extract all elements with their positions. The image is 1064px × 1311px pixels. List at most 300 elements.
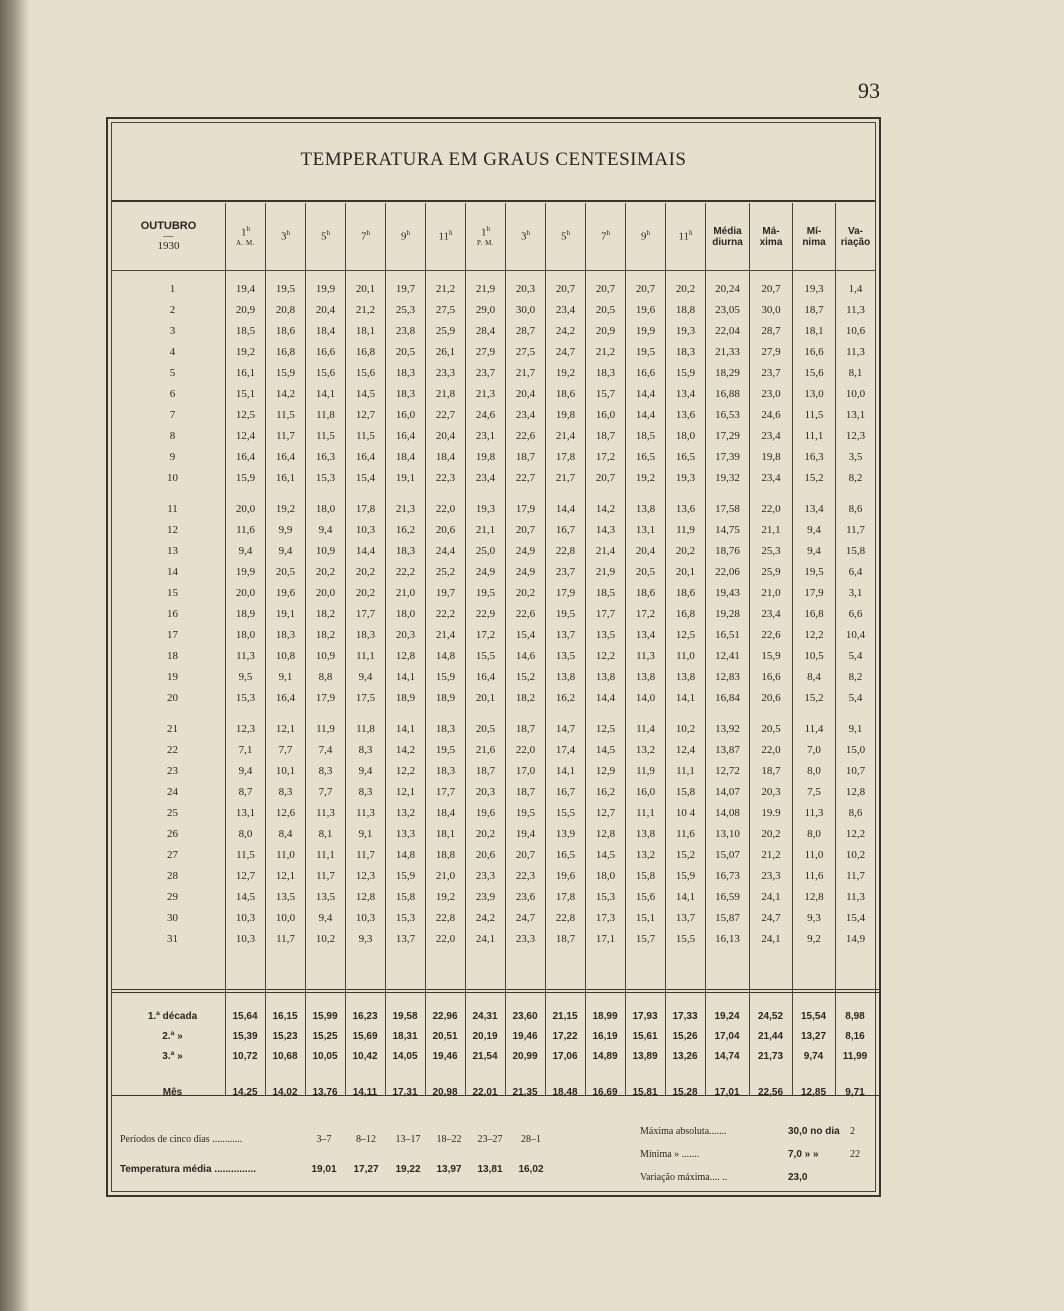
temperature-value: 18,2 <box>515 692 536 704</box>
temperature-value: 20,2 <box>675 283 696 295</box>
decade-gap <box>346 709 385 719</box>
temperature-value: 11,7 <box>846 524 865 536</box>
temperature-value: 13,8 <box>635 828 656 840</box>
temperature-value: 20,4 <box>635 545 656 557</box>
temperature-value: 11,1 <box>316 849 335 861</box>
hour-suffix: h <box>326 228 330 237</box>
temperature-value: 15,2 <box>804 472 824 484</box>
book-gutter-shadow <box>0 0 30 1311</box>
table-frame <box>106 117 881 1197</box>
temperature-value: 11,5 <box>236 849 255 861</box>
summary-value: 14,25 <box>232 1087 258 1098</box>
temperature-value: 11,3 <box>636 650 655 662</box>
month-year-dash: — <box>163 230 174 242</box>
temperature-grid <box>112 203 879 1096</box>
day-number: 25 <box>167 807 178 819</box>
hour-label: 1$^h$ <box>481 224 490 239</box>
temperature-value: 22,7 <box>515 472 536 484</box>
temperature-value: 13,5 <box>595 629 616 641</box>
summary-value: 23,60 <box>512 1011 538 1022</box>
temperature-value: 19,5 <box>555 608 576 620</box>
summary-spacer <box>505 993 545 1007</box>
decade-gap <box>226 489 265 499</box>
temperature-value: 5,4 <box>848 650 863 662</box>
summary-value: 19,46 <box>512 1031 538 1042</box>
temperature-value: 7,7 <box>278 744 293 756</box>
day-number: 1 <box>169 283 176 295</box>
decade-gap <box>586 489 625 499</box>
temperature-value: 22,0 <box>435 933 456 945</box>
column-header <box>626 203 665 271</box>
summary-header-line: Má- <box>762 225 780 237</box>
column-header <box>793 203 835 271</box>
temperature-value: 18,5 <box>235 325 256 337</box>
summary-value: 14,74 <box>714 1051 740 1062</box>
temperature-value: 26,1 <box>435 346 456 358</box>
temperature-value: 19,8 <box>475 451 496 463</box>
temperature-value: 18,3 <box>275 629 296 641</box>
temperature-value: 17,1 <box>595 933 616 945</box>
temperature-value: 20,0 <box>315 587 336 599</box>
temperature-value: 9,1 <box>278 671 293 683</box>
summary-value: 16,15 <box>272 1011 298 1022</box>
temperature-value: 19,7 <box>395 283 416 295</box>
temperature-value: 11,1 <box>636 807 655 819</box>
day-number: 15 <box>167 587 178 599</box>
summary-value: 18,48 <box>552 1087 578 1098</box>
day-number: 18 <box>167 650 178 662</box>
temperature-value: 20,5 <box>395 346 416 358</box>
temperature-value: 19,2 <box>635 472 656 484</box>
temperature-value: 7,1 <box>238 744 253 756</box>
temperature-value: 18,3 <box>355 629 376 641</box>
temperature-value: 13,1 <box>845 409 866 421</box>
summary-value: 9,74 <box>803 1051 824 1062</box>
temperature-value: 11,0 <box>676 650 695 662</box>
column-header <box>306 203 345 271</box>
period-mean-temp: 13,81 <box>477 1164 503 1175</box>
row-spacer <box>750 271 792 279</box>
temperature-value: 12,7 <box>235 870 256 882</box>
summary-column <box>665 993 705 1103</box>
temperature-value: 17,29 <box>715 430 740 442</box>
summary-row-label: Mês <box>162 1087 183 1098</box>
temperature-value: 8,4 <box>278 828 293 840</box>
temperature-value: 12,41 <box>715 650 740 662</box>
temperature-value: 23,7 <box>761 367 781 379</box>
temperature-value: 13,4 <box>635 629 656 641</box>
summary-column <box>425 993 465 1103</box>
summary-value: 11,99 <box>842 1051 868 1062</box>
summary-value: 19,24 <box>714 1011 740 1022</box>
row-spacer <box>506 271 545 279</box>
day-number: 26 <box>167 828 178 840</box>
summary-value: 20,19 <box>472 1031 498 1042</box>
temperature-value: 16,3 <box>315 451 336 463</box>
temperature-value: 13,8 <box>595 671 616 683</box>
temperature-value: 18,3 <box>395 545 416 557</box>
temperature-value: 20,4 <box>315 304 336 316</box>
hour-suffix: h <box>366 228 370 237</box>
temperature-value: 24,7 <box>761 912 781 924</box>
summary-gap <box>305 1067 345 1083</box>
table-column <box>345 203 385 1096</box>
summary-header-line: Mí- <box>806 225 822 237</box>
temperature-value: 11,5 <box>276 409 295 421</box>
summary-header-line: Va- <box>847 225 863 237</box>
row-spacer <box>626 271 665 279</box>
temperature-value: 23,4 <box>475 472 496 484</box>
temperature-value: 12,72 <box>715 765 740 777</box>
temperature-value: 18,0 <box>235 629 256 641</box>
period-mean-temp: 16,02 <box>518 1164 544 1175</box>
temperature-value: 20,7 <box>635 283 656 295</box>
summary-gap <box>225 1067 265 1083</box>
extreme-label: Máxima absoluta....... <box>640 1126 727 1137</box>
temperature-value: 20,4 <box>435 430 456 442</box>
summary-column <box>385 993 425 1103</box>
column-header <box>426 203 465 271</box>
temperature-value: 17,2 <box>635 608 656 620</box>
temperature-value: 23,3 <box>515 933 536 945</box>
extreme-label: Mínima » ....... <box>640 1149 700 1160</box>
temperature-value: 16,7 <box>555 524 576 536</box>
temperature-value: 18,7 <box>555 933 576 945</box>
temperature-value: 18,2 <box>315 608 336 620</box>
temperature-value: 10,9 <box>315 545 336 557</box>
temperature-value: 19,3 <box>475 503 496 515</box>
temperature-value: 11,3 <box>316 807 335 819</box>
temperature-value: 21,6 <box>475 744 496 756</box>
temperature-value: 16,4 <box>395 430 416 442</box>
temperature-value: 9,2 <box>807 933 821 945</box>
table-column <box>305 203 345 1096</box>
hour-label: 1$^h$ <box>241 224 250 239</box>
temperature-value: 15,9 <box>275 367 296 379</box>
summary-value: 22,56 <box>757 1087 784 1098</box>
temperature-value: 16,51 <box>715 629 740 641</box>
temperature-value: 18,7 <box>515 723 536 735</box>
day-number: 10 <box>167 472 178 484</box>
temperature-value: 27,5 <box>435 304 456 316</box>
summary-spacer <box>465 993 505 1007</box>
temperature-value: 14,5 <box>595 849 616 861</box>
table-column <box>585 203 625 1096</box>
temperature-value: 14,1 <box>395 723 416 735</box>
summary-spacer <box>749 993 792 1007</box>
summary-row-label: 2.ª » <box>162 1031 183 1042</box>
temperature-value: 22,8 <box>555 912 576 924</box>
temperature-value: 15,9 <box>675 870 696 882</box>
row-spacer <box>346 271 385 279</box>
temperature-value: 24,9 <box>515 545 536 557</box>
temperature-value: 3,5 <box>848 451 863 463</box>
temperature-value: 29,0 <box>475 304 496 316</box>
temperature-value: 16,4 <box>275 692 296 704</box>
temperature-value: 17,7 <box>435 786 456 798</box>
column-header <box>266 203 305 271</box>
hour-suffix: h <box>286 228 290 237</box>
temperature-value: 12,8 <box>845 786 866 798</box>
temperature-value: 18,6 <box>635 587 656 599</box>
temperature-value: 10,0 <box>845 388 866 400</box>
column-header <box>706 203 749 271</box>
summary-value: 15,26 <box>672 1031 698 1042</box>
temperature-value: 13,1 <box>635 524 656 536</box>
temperature-value: 19,6 <box>475 807 496 819</box>
summary-value: 15,64 <box>232 1011 258 1022</box>
temperature-value: 8,0 <box>238 828 253 840</box>
extreme-value: 7,0 » » <box>788 1149 819 1160</box>
row-spacer <box>666 271 705 279</box>
temperature-value: 10,0 <box>275 912 296 924</box>
summary-gap <box>792 1067 835 1083</box>
temperature-value: 21,0 <box>395 587 416 599</box>
temperature-value: 18,3 <box>395 388 416 400</box>
temperature-value: 11,8 <box>316 409 335 421</box>
temperature-value: 12,1 <box>395 786 416 798</box>
temperature-value: 23,4 <box>761 430 781 442</box>
extreme-value: 23,0 <box>788 1172 808 1183</box>
temperature-value: 22,6 <box>761 629 781 641</box>
temperature-value: 15,9 <box>675 367 696 379</box>
temperature-value: 19,5 <box>475 587 496 599</box>
temperature-value: 23,3 <box>761 870 781 882</box>
temperature-value: 25,3 <box>395 304 416 316</box>
temperature-value: 11,5 <box>356 430 375 442</box>
temperature-value: 18,3 <box>435 765 456 777</box>
extreme-day: 22 <box>850 1149 860 1160</box>
summary-gap <box>665 1067 705 1083</box>
table-column <box>112 203 225 1096</box>
temperature-value: 24,1 <box>761 891 781 903</box>
temperature-value: 16,13 <box>715 933 740 945</box>
summary-gap <box>585 1067 625 1083</box>
day-number: 13 <box>167 545 178 557</box>
temperature-value: 11,7 <box>316 870 335 882</box>
temperature-value: 12,2 <box>845 828 866 840</box>
row-spacer <box>546 271 585 279</box>
hour-label: 3$^h$ <box>521 228 530 243</box>
temperature-value: 8,1 <box>848 367 863 379</box>
temperature-value: 19,9 <box>235 566 256 578</box>
temperature-value: 14,3 <box>595 524 616 536</box>
column-header <box>346 203 385 271</box>
temperature-value: 11,9 <box>676 524 695 536</box>
temperature-value: 10,3 <box>355 524 376 536</box>
temperature-value: 13,9 <box>555 828 576 840</box>
temperature-value: 15,3 <box>235 692 256 704</box>
temperature-value: 15,8 <box>395 891 416 903</box>
temperature-value: 22,0 <box>761 744 781 756</box>
temperature-value: 14,1 <box>675 692 696 704</box>
extreme-day: 2 <box>850 1126 855 1137</box>
temperature-value: 10,6 <box>845 325 866 337</box>
row-spacer <box>793 271 835 279</box>
temperature-value: 19,2 <box>435 891 456 903</box>
temperature-value: 15,4 <box>845 912 866 924</box>
hour-label: 11$^h$ <box>438 228 453 243</box>
temperature-value: 17,9 <box>515 503 536 515</box>
temperature-value: 14,2 <box>395 744 416 756</box>
temperature-value: 19,6 <box>635 304 656 316</box>
temperature-value: 11,3 <box>846 346 865 358</box>
temperature-value: 14,2 <box>595 503 616 515</box>
temperature-value: 8,6 <box>848 503 863 515</box>
temperature-value: 17,39 <box>715 451 740 463</box>
temperature-value: 16,88 <box>715 388 740 400</box>
temperature-value: 11,9 <box>636 765 655 777</box>
decade-gap <box>266 489 305 499</box>
temperature-value: 9,4 <box>278 545 293 557</box>
temperature-value: 14,08 <box>715 807 740 819</box>
summary-header-line: xima <box>759 236 783 248</box>
summary-spacer <box>345 993 385 1007</box>
temperature-value: 20,9 <box>235 304 256 316</box>
temperature-value: 18,9 <box>395 692 416 704</box>
temperature-value: 13,2 <box>635 849 656 861</box>
summary-spacer <box>225 993 265 1007</box>
temperature-value: 20,1 <box>355 283 376 295</box>
temperature-value: 20,7 <box>555 283 576 295</box>
temperature-value: 21,2 <box>435 283 456 295</box>
temperature-value: 18,7 <box>761 765 781 777</box>
temperature-value: 14,07 <box>715 786 740 798</box>
temperature-value: 15,6 <box>635 891 656 903</box>
temperature-value: 19,9 <box>635 325 656 337</box>
temperature-value: 15,2 <box>675 849 696 861</box>
temperature-value: 16,3 <box>804 451 824 463</box>
summary-spacer <box>835 993 875 1007</box>
temperature-value: 12,4 <box>675 744 696 756</box>
temperature-value: 9,4 <box>358 765 373 777</box>
summary-column <box>112 993 225 1103</box>
temperature-value: 21,4 <box>595 545 616 557</box>
temperature-value: 18,6 <box>275 325 296 337</box>
decade-gap <box>306 709 345 719</box>
table-column <box>385 203 425 1096</box>
table-column <box>835 203 875 1096</box>
temperature-value: 8,3 <box>278 786 293 798</box>
temperature-value: 12,5 <box>595 723 616 735</box>
temperature-value: 18,0 <box>395 608 416 620</box>
hour-suffix: h <box>526 228 530 237</box>
temperature-value: 13,2 <box>635 744 656 756</box>
temperature-value: 15,9 <box>761 650 781 662</box>
temperature-value: 25,0 <box>475 545 496 557</box>
day-number: 29 <box>167 891 178 903</box>
row-spacer <box>266 271 305 279</box>
temperature-value: 24,6 <box>761 409 781 421</box>
temperature-value: 21,4 <box>435 629 456 641</box>
temperature-value: 24,2 <box>475 912 496 924</box>
day-number: 9 <box>169 451 176 463</box>
temperature-value: 20,7 <box>761 283 781 295</box>
temperature-value: 17,5 <box>355 692 376 704</box>
temperature-value: 19,2 <box>555 367 576 379</box>
period-range: 28–1 <box>521 1134 541 1145</box>
temperature-value: 18,1 <box>435 828 456 840</box>
temperature-value: 16,8 <box>804 608 824 620</box>
temperature-value: 13,8 <box>555 671 576 683</box>
temperature-value: 20,2 <box>515 587 536 599</box>
temperature-value: 16,59 <box>715 891 740 903</box>
temperature-value: 11,4 <box>804 723 824 735</box>
day-number: 12 <box>167 524 178 536</box>
column-header <box>226 203 265 271</box>
temperature-value: 16,73 <box>715 870 740 882</box>
table-column <box>425 203 465 1096</box>
decade-gap <box>466 489 505 499</box>
summary-value: 17,33 <box>672 1011 698 1022</box>
temperature-value: 11,1 <box>804 430 824 442</box>
temperature-value: 13,4 <box>675 388 696 400</box>
summary-value: 15,23 <box>272 1031 298 1042</box>
temperature-value: 12,7 <box>355 409 376 421</box>
temperature-value: 20,3 <box>395 629 416 641</box>
temperature-value: 13,4 <box>804 503 824 515</box>
temperature-value: 21,0 <box>435 870 456 882</box>
temperature-value: 22,2 <box>435 608 456 620</box>
temperature-value: 15,2 <box>515 671 536 683</box>
temperature-value: 18,4 <box>395 451 416 463</box>
temperature-value: 9,4 <box>318 524 333 536</box>
temperature-value: 13,92 <box>715 723 740 735</box>
temperature-value: 9,1 <box>358 828 373 840</box>
temperature-value: 7,5 <box>807 786 821 798</box>
temperature-value: 6,4 <box>848 566 863 578</box>
summary-value: 10,68 <box>272 1051 298 1062</box>
summary-column <box>705 993 749 1103</box>
temperature-value: 12,3 <box>355 870 376 882</box>
temperature-value: 20,2 <box>761 828 781 840</box>
temperature-value: 11,3 <box>236 650 255 662</box>
column-header <box>836 203 875 271</box>
temperature-value: 15,0 <box>845 744 866 756</box>
temp-mean-label: Temperatura média ............... <box>120 1164 256 1175</box>
summary-gap <box>345 1067 385 1083</box>
summary-gap <box>705 1067 749 1083</box>
summary-value: 16,19 <box>592 1031 618 1042</box>
temperature-value: 21,8 <box>435 388 456 400</box>
temperature-value: 5,4 <box>848 692 863 704</box>
decade-gap <box>506 489 545 499</box>
temperature-value: 23,4 <box>761 608 781 620</box>
temperature-value: 28,7 <box>515 325 536 337</box>
period-mean-temp: 17,27 <box>353 1164 379 1175</box>
temperature-value: 17,9 <box>555 587 576 599</box>
summary-value: 24,52 <box>757 1011 784 1022</box>
temperature-value: 16,0 <box>595 409 616 421</box>
summary-column <box>465 993 505 1103</box>
day-number: 3 <box>169 325 176 337</box>
temperature-value: 16,5 <box>555 849 576 861</box>
summary-value: 21,54 <box>472 1051 498 1062</box>
temperature-value: 18,3 <box>435 723 456 735</box>
temperature-value: 17,8 <box>555 451 576 463</box>
column-header <box>666 203 705 271</box>
temperature-value: 11,7 <box>276 933 295 945</box>
temperature-value: 9,4 <box>807 524 821 536</box>
summary-value: 12,85 <box>800 1087 827 1098</box>
temperature-value: 25,9 <box>761 566 781 578</box>
temperature-value: 19,43 <box>715 587 740 599</box>
temperature-value: 21,1 <box>475 524 496 536</box>
temperature-value: 20,5 <box>275 566 296 578</box>
table-column <box>465 203 505 1096</box>
summary-value: 20,99 <box>512 1051 538 1062</box>
summary-value: 9,71 <box>845 1087 865 1098</box>
